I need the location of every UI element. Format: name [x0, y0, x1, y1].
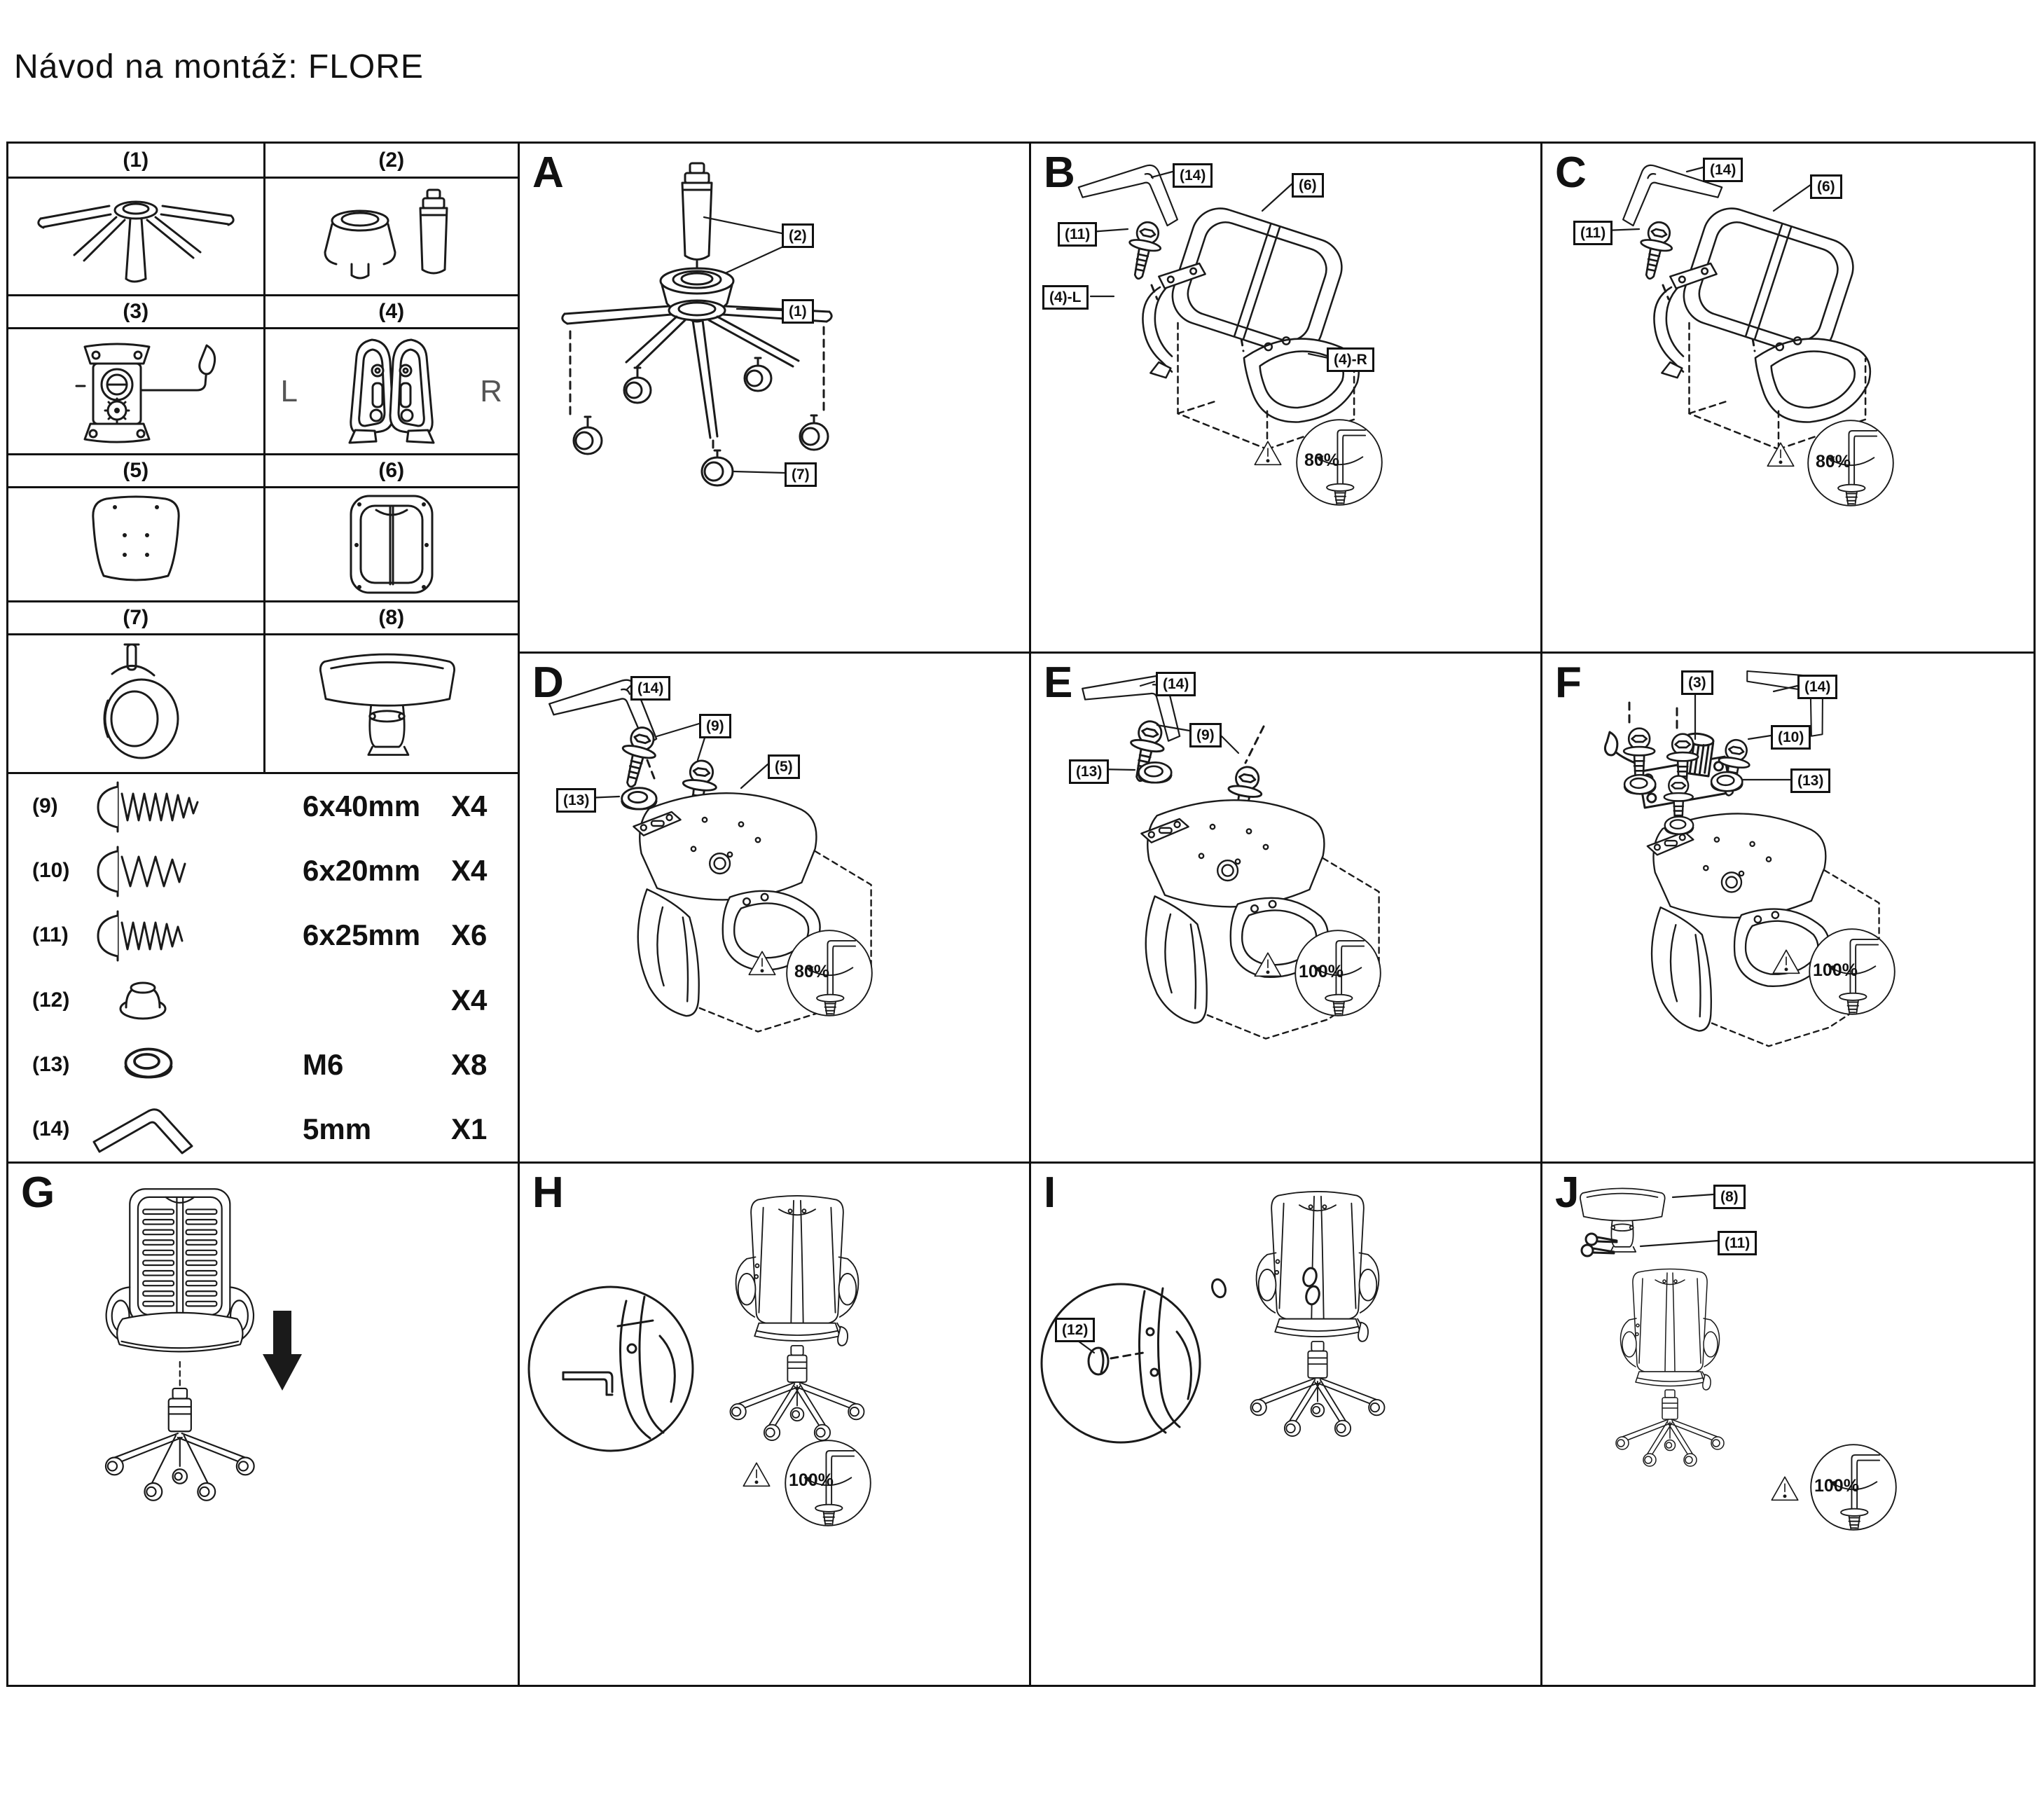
step-panel-H [518, 1161, 1029, 1685]
step-C-art [1542, 144, 2033, 652]
hardware-size: 6x20mm [303, 854, 421, 888]
armrest-right-letter: R [480, 373, 502, 408]
callout-label: (14) [1703, 158, 1743, 182]
hardware-size: 6x25mm [303, 918, 421, 952]
callout-label: (8) [1713, 1185, 1746, 1209]
hardware-id: (9) [32, 794, 58, 818]
part-5-label: (5) [8, 453, 263, 486]
hardware-row-10 [8, 839, 518, 903]
torque-value: 100% [1299, 962, 1344, 981]
callout-label: (11) [1573, 221, 1613, 245]
instruction-sheet [6, 142, 2036, 1687]
torque-value: 100% [789, 1470, 834, 1490]
callout-label: (10) [1771, 725, 1811, 750]
part-2-image [263, 177, 518, 294]
part-4-label: (4) [263, 294, 518, 327]
parts-table [6, 142, 518, 1161]
part-6-label: (6) [263, 453, 518, 486]
step-letter: C [1555, 149, 1587, 197]
armrests-lr-icon [272, 330, 511, 453]
hardware-id: (11) [32, 923, 69, 947]
callout-label: (12) [1055, 1318, 1095, 1342]
hardware-id: (14) [32, 1117, 70, 1140]
seat-icon [31, 492, 241, 597]
allen-key-icon [87, 1101, 220, 1157]
callout-label: (9) [1189, 723, 1222, 747]
step-panel-I [1029, 1161, 1540, 1685]
step-B-art [1031, 144, 1540, 652]
headrest-icon [301, 639, 483, 768]
hardware-size: 5mm [303, 1112, 372, 1145]
step-letter: D [532, 659, 564, 707]
step-D-art [520, 654, 1029, 1161]
step-panel-J [1540, 1161, 2033, 1685]
callout-label: (13) [556, 788, 596, 813]
step-panel-E [1029, 652, 1540, 1161]
step-panel-G [6, 1161, 518, 1685]
screw-6x20-icon [87, 840, 220, 902]
torque-value: 100% [1814, 1476, 1859, 1496]
hardware-size: 6x40mm [303, 790, 421, 823]
caster-icon [59, 637, 213, 771]
step-letter: H [532, 1169, 564, 1217]
hardware-qty: X6 [451, 918, 488, 952]
callout-label: (14) [1797, 675, 1837, 699]
hardware-row-14 [8, 1097, 518, 1161]
step-letter: B [1044, 149, 1075, 197]
cap-icon [87, 974, 220, 1027]
step-panel-F [1540, 652, 2033, 1161]
callout-label: (6) [1810, 174, 1842, 199]
torque-value: 80% [1304, 450, 1340, 470]
step-A-art [520, 144, 1029, 652]
screw-6x40-icon [87, 775, 220, 837]
step-panel-D [518, 652, 1029, 1161]
hardware-size: M6 [303, 1047, 344, 1081]
step-letter: J [1555, 1169, 1580, 1217]
hardware-qty: X8 [451, 1047, 488, 1081]
hardware-list [8, 772, 518, 1161]
hardware-row-13 [8, 1033, 518, 1097]
torque-value: 80% [794, 962, 830, 981]
part-6-image [263, 486, 518, 600]
part-7-label: (7) [8, 600, 263, 633]
armrest-left-letter: L [280, 373, 298, 408]
step-panel-C [1540, 142, 2033, 652]
step-letter: G [21, 1169, 55, 1217]
callout-label: (13) [1790, 768, 1830, 793]
part-2-label: (2) [263, 144, 518, 177]
callout-label: (9) [699, 714, 731, 738]
part-3-label: (3) [8, 294, 263, 327]
step-letter: A [532, 149, 564, 197]
callout-label: (11) [1718, 1231, 1757, 1255]
hardware-qty: X1 [451, 1112, 488, 1145]
page-title: Návod na montáž: FLORE [14, 48, 424, 85]
callout-label: (7) [785, 462, 817, 487]
callout-label: (14) [1173, 163, 1213, 188]
callout-label: (2) [782, 223, 814, 248]
washer-icon [87, 1038, 220, 1091]
step-panel-A [518, 142, 1029, 652]
hardware-qty: X4 [451, 790, 488, 823]
hardware-row-12 [8, 968, 518, 1033]
callout-label: (4)-R [1327, 347, 1374, 372]
callout-label: (6) [1292, 173, 1324, 198]
hardware-qty: X4 [451, 854, 488, 888]
hardware-row-11 [8, 903, 518, 967]
callout-label: (11) [1058, 222, 1097, 247]
step-H-art [520, 1164, 1029, 1685]
step-letter: E [1044, 659, 1073, 707]
part-4-image [263, 327, 518, 453]
callout-label: (3) [1681, 670, 1713, 695]
part-1-image [8, 177, 263, 294]
hardware-id: (10) [32, 859, 70, 883]
part-7-image [8, 633, 263, 772]
step-panel-B [1029, 142, 1540, 652]
part-5-image [8, 486, 263, 600]
step-E-art [1031, 654, 1540, 1161]
part-8-image [263, 633, 518, 772]
magnifier-circle [529, 1287, 693, 1451]
step-letter: F [1555, 659, 1582, 707]
callout-label: (5) [768, 754, 800, 779]
step-J-art [1542, 1164, 2033, 1685]
down-arrow-icon [263, 1311, 302, 1391]
callout-label: (4)-L [1042, 285, 1089, 310]
gas-lift-icon [276, 184, 507, 289]
tilt-mechanism-icon [20, 331, 251, 452]
torque-value: 80% [1816, 452, 1851, 471]
part-1-label: (1) [123, 148, 149, 172]
hardware-qty: X4 [451, 983, 488, 1016]
step-letter: I [1044, 1169, 1056, 1217]
part-3-image [8, 327, 263, 453]
step-I-art [1031, 1164, 1540, 1685]
torque-value: 100% [1813, 960, 1858, 980]
callout-label: (13) [1069, 759, 1109, 784]
five-star-base-icon [10, 181, 262, 293]
magnifier-circle [1042, 1284, 1200, 1442]
callout-label: (14) [630, 676, 670, 701]
screw-6x25-icon [87, 904, 220, 966]
hardware-row-9 [8, 774, 518, 839]
hardware-id: (12) [32, 988, 70, 1012]
backrest-frame-icon [286, 490, 497, 599]
callout-label: (1) [782, 299, 814, 324]
callout-label: (14) [1156, 672, 1196, 696]
step-G-art [8, 1164, 518, 1685]
part-8-label: (8) [263, 600, 518, 633]
hardware-id: (13) [32, 1052, 70, 1076]
